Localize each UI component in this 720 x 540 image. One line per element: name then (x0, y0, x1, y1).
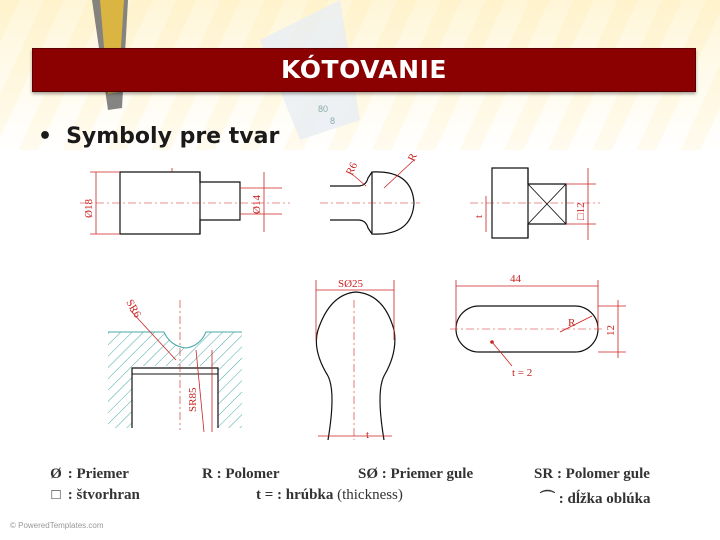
dim-label-thickness: t (473, 214, 485, 218)
legend-symbol: ⌒ (540, 491, 556, 507)
svg-text:80: 80 (318, 104, 329, 114)
legend-symbol: SØ (358, 466, 379, 482)
legend-thickness (256, 487, 403, 504)
slide-title: KÓTOVANIE (281, 55, 447, 84)
legend-symbol: t = (256, 487, 274, 503)
legend-square (48, 487, 140, 504)
dim-label-sr6: SR6 (123, 297, 144, 320)
legend-text: : Polomer (216, 466, 280, 482)
legend-text: : štvorhran (67, 487, 140, 503)
legend-symbol: SR (534, 466, 554, 482)
drawing-spherical-pocket (108, 297, 242, 432)
dim-label-d18: Ø18 (83, 199, 95, 218)
dim-label-44: 44 (510, 273, 521, 285)
legend-extra: (thickness) (337, 487, 403, 503)
svg-text:8: 8 (330, 116, 336, 126)
drawing-slot (450, 280, 626, 366)
legend-sphere-radius (534, 466, 650, 483)
drawing-rounded-head (320, 160, 420, 234)
dim-label-r6: R6 (343, 160, 361, 178)
legend-arc-length (540, 487, 650, 508)
footer-credit: © PoweredTemplates.com (10, 521, 104, 530)
legend-text: : Polomer gule (556, 466, 650, 482)
bullet-dot-icon: • (38, 124, 53, 149)
dim-label-sr85: SR85 (187, 387, 199, 412)
legend-symbol: Ø (50, 466, 62, 482)
dim-label-r: R (405, 151, 420, 164)
legend-symbol: □ (51, 487, 61, 503)
legend-sphere-diameter (358, 466, 473, 483)
dim-label-t2: t = 2 (512, 367, 533, 379)
dim-label-square12: □12 (575, 202, 587, 220)
dim-label-slot-r: R (568, 317, 576, 329)
legend-text: : dĺžka oblúka (558, 491, 651, 507)
dim-label-ball-thickness: t (366, 429, 370, 441)
dim-label-sd25: SØ25 (338, 278, 364, 290)
legend-text: : hrúbka (277, 487, 334, 503)
legend-radius (202, 466, 279, 483)
dim-label-12: 12 (605, 325, 617, 336)
bullet-text: Symboly pre tvar (66, 124, 280, 149)
legend-diameter (48, 466, 129, 483)
legend-symbol: R (202, 466, 213, 482)
legend-text: : Priemer (67, 466, 129, 482)
legend-text: : Priemer gule (381, 466, 474, 482)
drawing-ball-stem (316, 280, 395, 440)
dim-label-d14: Ø14 (251, 195, 263, 214)
